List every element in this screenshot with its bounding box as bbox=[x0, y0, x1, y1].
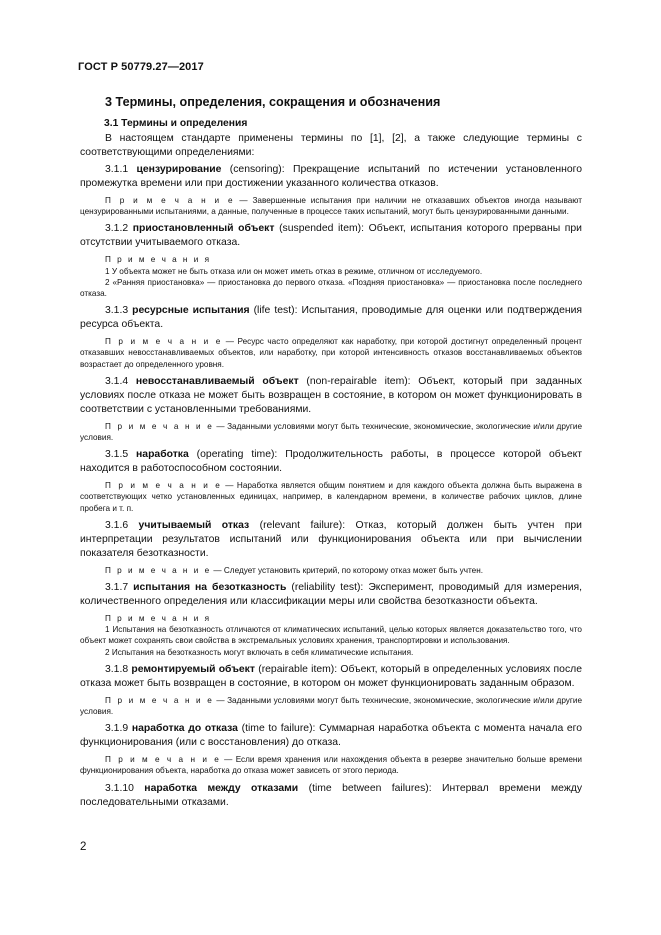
term-3-1-10 bbox=[80, 782, 582, 810]
note-label: П р и м е ч а н и е bbox=[105, 196, 235, 205]
term-number: 3.1.8 bbox=[105, 663, 129, 675]
note-item: 1 Испытания на безотказность отличаются от климатических испытаний, целью которых является доказательство того, что объект может сохранять свои свойства в экстремальных условиях хранения, транспортировки и использования. bbox=[80, 625, 582, 646]
subsection-title: 3.1 Термины и определения bbox=[104, 118, 248, 129]
note-3-1-8 bbox=[80, 695, 582, 717]
term-definition: Эксперимент, проводимый для измерения, количественного определения или классификации меры или свойства безотказности объекта. bbox=[80, 582, 583, 608]
term-3-1-9 bbox=[80, 722, 582, 750]
term-number: 3.1.5 bbox=[105, 449, 129, 461]
term-number: 3.1.9 bbox=[105, 723, 129, 735]
note-3-1-9 bbox=[80, 754, 582, 776]
term-number: 3.1.10 bbox=[105, 782, 134, 794]
term-name: испытания на безотказность bbox=[133, 582, 287, 594]
note-label: П р и м е ч а н и е bbox=[105, 337, 223, 347]
term-definition: Продолжительность работы, в процессе которой объект находится в работоспособном состоянии. bbox=[80, 449, 583, 475]
term-number: 3.1.6 bbox=[105, 519, 129, 531]
term-definition: Объект, испытания которого прерваны при отсутствии учитываемого отказа. bbox=[80, 223, 582, 249]
term-3-1-7 bbox=[80, 581, 582, 609]
notes-label: П р и м е ч а н и я bbox=[105, 255, 212, 265]
note-3-1-1 bbox=[80, 195, 582, 217]
page-number: 2 bbox=[80, 841, 87, 853]
term-definition: Объект, который при заданных условиях после отказа не может быть возвращен в состояние, в котором он может функционировать в соответствии с установленными требованиями. bbox=[80, 375, 582, 415]
notes-label: П р и м е ч а н и я bbox=[105, 614, 212, 624]
term-definition: Отказ, который должен быть учтен при интерпретации результатов испытаний или функционирования объекта или при вычислении показателя безотказности. bbox=[80, 519, 582, 559]
note-text: — Ресурс часто определяют как наработку, при которой достигнут определенный процент отказавших невосстанавливаемых объектов, или наработку, при которой интенсивность отказов восстанавливаемых объектов возрастает до определенного уровня. bbox=[80, 337, 582, 369]
term-name: наработка до отказа bbox=[131, 723, 238, 735]
term-3-1-4 bbox=[80, 375, 582, 417]
term-definition: Испытания, проводимые для оценки или подтверждения ресурса объекта. bbox=[80, 305, 583, 331]
term-name: учитываемый отказ bbox=[138, 519, 250, 531]
note-item: 2 Испытания на безотказность могут включать в себя климатические испытания. bbox=[105, 647, 414, 657]
term-name: ремонтируемый объект bbox=[131, 663, 255, 675]
term-english: (relevant failure): bbox=[259, 519, 346, 531]
term-name: цензурирование bbox=[136, 164, 222, 175]
section-title: 3 Термины, определения, сокращения и обозначения bbox=[105, 95, 441, 109]
document-header: ГОСТ Р 50779.27—2017 bbox=[78, 61, 204, 73]
term-definition: Прекращение испытаний по истечении установленного промежутка времени или при достижении указанного количества отказов. bbox=[80, 164, 582, 189]
term-definition: Суммарная наработка объекта с момента начала его функционирования (или с восстановления) до отказа. bbox=[80, 723, 583, 749]
term-3-1-5 bbox=[80, 448, 582, 476]
notes-3-1-2 bbox=[80, 254, 582, 299]
note-3-1-3 bbox=[80, 336, 582, 370]
notes-3-1-7 bbox=[80, 613, 582, 658]
intro-paragraph: В настоящем стандарте применены термины по [1], [2], а также следующие термины с соответствующими определениями: bbox=[80, 133, 582, 158]
term-name: невосстанавливаемый объект bbox=[135, 375, 299, 387]
term-name: наработка между отказами bbox=[144, 782, 299, 794]
note-label: П р и м е ч а н и е bbox=[105, 695, 214, 705]
note-label: П р и м е ч а н и е bbox=[105, 755, 221, 765]
term-english: (suspended item): bbox=[279, 223, 364, 235]
term-number: 3.1.7 bbox=[105, 582, 129, 594]
note-item: 2 «Ранняя приостановка» — приостановка до первого отказа. «Поздняя приостановка» — приостановка после последнего отказа. bbox=[80, 277, 582, 299]
term-english: (non-repairable item): bbox=[306, 375, 411, 387]
term-number: 3.1.2 bbox=[105, 223, 129, 235]
note-label: П р и м е ч а н и е bbox=[105, 481, 222, 491]
note-item: 1 У объекта может не быть отказа или он может иметь отказ в режиме, отличном от исследуемого. bbox=[105, 266, 483, 276]
term-english: (time between failures): bbox=[308, 782, 432, 794]
term-definition: Интервал времени между последовательными отказами. bbox=[80, 782, 583, 808]
note-3-1-5 bbox=[80, 480, 582, 514]
term-3-1-3 bbox=[80, 304, 582, 332]
note-3-1-6 bbox=[80, 565, 582, 576]
note-text: — Заданными условиями могут быть технические, экономические, экологические и/или другие условия. bbox=[80, 695, 583, 717]
note-text: — Завершенные испытания при наличии не отказавших объектов иногда называют цензурированными испытаниями, а данные, полученные в процессе таких испытаний, могут быть цензурированными данными. bbox=[80, 196, 582, 217]
term-number: 3.1.3 bbox=[105, 305, 129, 317]
note-label: П р и м е ч а н и е bbox=[105, 565, 212, 575]
term-english: (life test): bbox=[253, 305, 298, 317]
term-3-1-2 bbox=[80, 222, 582, 250]
term-english: (reliability test): bbox=[291, 582, 364, 594]
page-content bbox=[80, 95, 582, 813]
note-text: — Заданными условиями могут быть технические, экономические, экологические и/или другие условия. bbox=[80, 421, 583, 443]
note-text: — Если время хранения или нахождения объекта в резерве значительно больше времени функционирования объекта, наработка до отказа может зависеть от этого периода. bbox=[80, 755, 582, 776]
term-english: (time to failure): bbox=[241, 723, 316, 735]
note-text: — Следует установить критерий, по которому отказ может быть учтен. bbox=[213, 565, 483, 575]
term-name: ресурсные испытания bbox=[132, 305, 250, 317]
term-3-1-6 bbox=[80, 519, 582, 561]
term-3-1-1 bbox=[80, 163, 582, 191]
term-english: (repairable item): bbox=[258, 663, 338, 675]
term-3-1-8 bbox=[80, 663, 582, 691]
note-label: П р и м е ч а н и е bbox=[105, 421, 214, 431]
term-definition: Объект, который в определенных условиях после отказа может быть возвращен в состояние, в котором он может функционировать заданным образом. bbox=[80, 663, 582, 689]
term-english: (censoring): bbox=[229, 164, 285, 175]
note-3-1-4 bbox=[80, 421, 582, 443]
note-text: — Наработка является общим понятием и для каждого объекта должна быть выражена в соответствующих четко установленных единицах, например, в календарном времени, в количестве рабочих циклов, длине пробега и т. п. bbox=[80, 481, 582, 513]
term-name: наработка bbox=[136, 449, 189, 461]
term-english: (operating time): bbox=[196, 449, 278, 461]
term-number: 3.1.4 bbox=[105, 375, 129, 387]
term-number: 3.1.1 bbox=[105, 164, 129, 175]
term-name: приостановленный объект bbox=[132, 223, 275, 235]
